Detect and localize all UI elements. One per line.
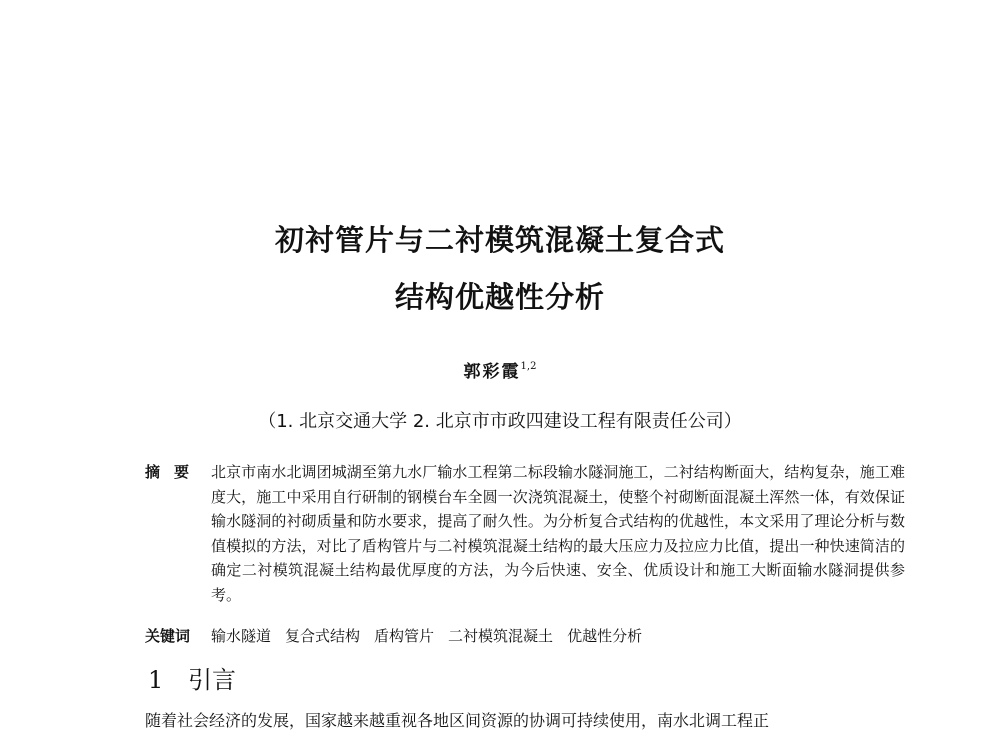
keywords-label: 关键词 — [145, 627, 191, 645]
paper-title-line-1: 初衬管片与二衬模筑混凝土复合式 — [274, 223, 725, 257]
affiliation: （1. 北京交通大学 2. 北京市市政四建设工程有限责任公司） — [258, 411, 742, 432]
keyword: 优越性分析 — [567, 627, 643, 645]
keyword: 输水隧道 — [211, 627, 272, 645]
section-heading — [148, 664, 236, 696]
author-name: 郭彩霞 — [463, 362, 521, 382]
keyword: 复合式结构 — [285, 627, 361, 645]
abstract — [145, 460, 905, 607]
paper-title-line-2: 结构优越性分析 — [394, 280, 605, 314]
abstract-label: 摘要 — [145, 463, 204, 481]
keyword: 盾构管片 — [374, 627, 435, 645]
keyword: 二衬模筑混凝土 — [448, 627, 554, 645]
author — [0, 355, 1000, 384]
body-paragraph: 随着社会经济的发展，国家越来越重视各地区间资源的协调可持续使用，南水北调工程正 — [145, 711, 770, 730]
author-affiliation-marks: 1,2 — [520, 361, 537, 372]
abstract-text: 北京市南水北调团城湖至第九水厂输水工程第二标段输水隧洞施工，二衬结构断面大，结构复杂，施工难度大，施工中采用自行研制的钢模台车全圆一次浇筑混凝土，使整个衬砌断面混凝土浑然一体，有效保证输水隧洞的衬砌质量和防水要求，提高了耐久性。为分析复合式结构的优越性，本文采用了理论分析与数值模拟的方法，对比了盾构管片与二衬模筑混凝土结构的最大压应力及拉应力比值，提出一种快速简洁的确定二衬模筑混凝土结构最优厚度的方法，为今后快速、安全、优质设计和施工大断面输水隧洞提供参考。 — [211, 463, 905, 604]
section-title: 引言 — [188, 666, 236, 694]
keywords — [145, 624, 905, 648]
section-number: 1 — [148, 666, 164, 694]
